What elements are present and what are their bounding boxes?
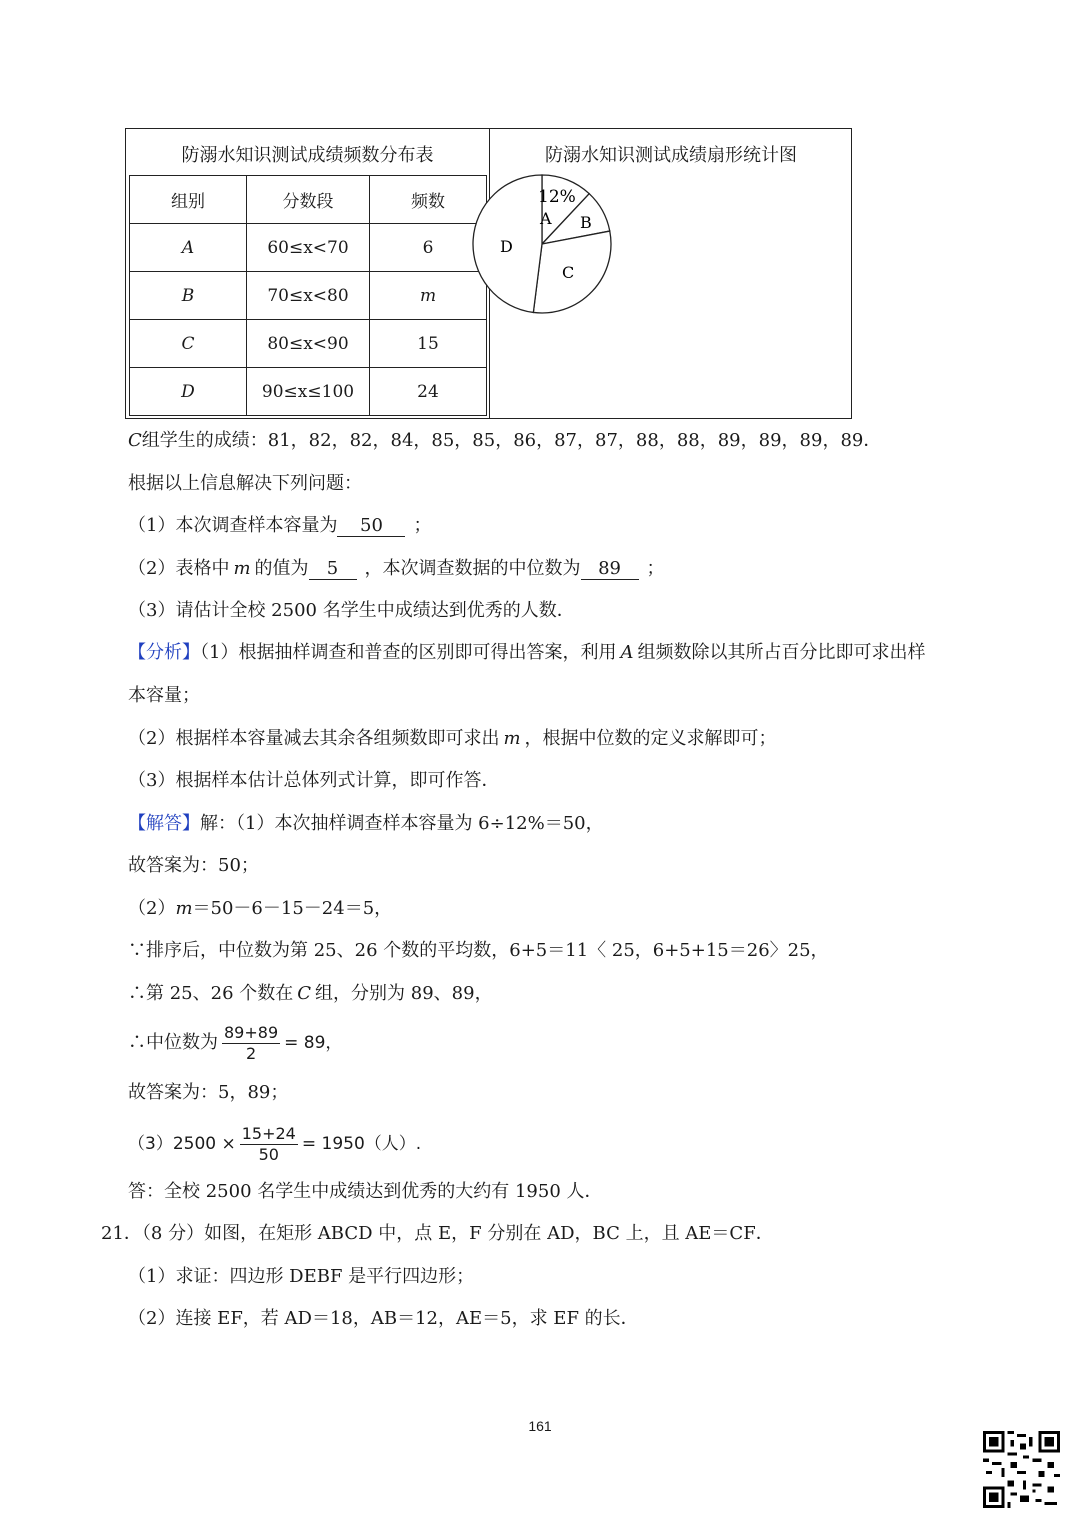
frequency-table: [129, 175, 487, 416]
median-fraction: [222, 1023, 280, 1064]
median-post: = 89，: [284, 1033, 343, 1053]
q2-m: m: [233, 558, 251, 579]
cell-group: A: [130, 224, 247, 272]
answer-line-3: [128, 1122, 421, 1166]
c-scores-values: 组学生的成绩：81，82，82，84，85，85，86，87，87，88，88，89，89，89，89．: [141, 430, 882, 451]
answer-3-denominator: 50: [258, 1144, 279, 1164]
answer-line-2c: [128, 982, 493, 1006]
pie-label-a-pct: 12%: [538, 187, 576, 207]
q1-text: （1）本次调查样本容量为: [128, 515, 338, 536]
answer-3-post: = 1950（人）.: [301, 1134, 422, 1154]
answer-3-pre: （3）2500 ×: [128, 1134, 236, 1154]
header-range: 分数段: [247, 176, 370, 224]
cell-group: D: [130, 368, 247, 416]
median-numerator: 89+89: [224, 1022, 279, 1042]
answer-3-numerator: 15+24: [241, 1123, 296, 1143]
analysis-2b: ，根据中位数的定义求解即可；: [524, 728, 777, 749]
q1-answer: 50: [337, 516, 405, 537]
q2-mid1: 的值为: [254, 558, 309, 579]
question-1: [128, 514, 431, 538]
median-line: [128, 1021, 342, 1065]
analysis-tag: 【分析】: [128, 642, 200, 663]
analysis-1a: （1）根据抽样调查和普查的区别即可得出答案，利用: [200, 642, 617, 663]
answer-1: 解：（1）本次抽样调查样本容量为 6÷12%＝50，: [200, 813, 604, 834]
cell-freq: m: [370, 272, 487, 320]
analysis-line-2: [128, 727, 777, 751]
pie-chart: [470, 172, 615, 317]
analysis-line-3: （3）根据样本估计总体列式计算，即可作答．: [128, 770, 500, 791]
cell-freq: 24: [370, 368, 487, 416]
analysis-2a: （2）根据样本容量减去其余各组频数即可求出: [128, 728, 500, 749]
answer-line-2b: ∵排序后，中位数为第 25、26 个数的平均数，6+5＝11〈 25，6+5+15＝26〉25，: [128, 940, 829, 961]
question-3: （3）请估计全校 2500 名学生中成绩达到优秀的人数．: [128, 600, 575, 621]
analysis-line-1: [128, 641, 925, 665]
answer-line-2: [128, 897, 392, 921]
q2-text: （2）表格中: [128, 558, 230, 579]
analysis-line-1c: 本容量；: [128, 685, 200, 706]
cell-range: 60≤x<70: [247, 224, 370, 272]
c-scores-line: [128, 429, 881, 453]
table-row: [130, 272, 487, 320]
analysis-2-m: m: [503, 728, 521, 749]
answer-3-fraction: [240, 1124, 298, 1165]
answer-line-1: [128, 812, 604, 836]
pie-label-d: D: [500, 237, 513, 256]
answer-2c-post: 组，分别为 89、89，: [315, 983, 493, 1004]
answer-line-3b: 答：全校 2500 名学生中成绩达到优秀的大约有 1950 人．: [128, 1181, 603, 1202]
header-freq: 频数: [370, 176, 487, 224]
table-row: [130, 224, 487, 272]
cell-group: B: [130, 272, 247, 320]
median-denominator: 2: [245, 1043, 257, 1063]
table-header-row: [130, 176, 487, 224]
answer-2: ＝50－6－15－24＝5，: [192, 898, 393, 919]
table-title: 防溺水知识测试成绩频数分布表: [181, 145, 434, 166]
q1-post: ；: [413, 515, 432, 536]
answer-2-pre: （2）: [128, 898, 176, 919]
pie-chart-title: 防溺水知识测试成绩扇形统计图: [545, 145, 797, 166]
analysis-1b: 组频数除以其所占百分比即可求出样: [637, 642, 926, 663]
table-row: [130, 320, 487, 368]
q2-answer-1: 5: [309, 559, 357, 580]
cell-range: 70≤x<80: [247, 272, 370, 320]
cell-freq: 6: [370, 224, 487, 272]
pie-label-a: A: [540, 209, 552, 228]
q2-answer-2: 89: [581, 559, 639, 580]
answer-2-m: m: [175, 898, 193, 919]
cell-range: 90≤x≤100: [247, 368, 370, 416]
q21-text: （8 分）如图，在矩形 ABCD 中，点 E，F 分别在 AD，BC 上，且 AE＝CF．: [141, 1223, 774, 1244]
q2-mid2: ，本次调查数据的中位数为: [364, 558, 581, 579]
page-number: 161: [528, 1418, 552, 1434]
header-group: 组别: [130, 176, 247, 224]
question-21-1: （1）求证：四边形 DEBF 是平行四边形；: [128, 1266, 475, 1287]
question-2: [128, 557, 665, 581]
c-scores-group: C: [128, 430, 142, 451]
analysis-1-a: A: [620, 642, 634, 663]
qr-code-icon: [983, 1431, 1060, 1508]
answer-2c-pre: ∴第 25、26 个数在: [128, 983, 294, 1004]
table-row: [130, 368, 487, 416]
answer-line-1b: 故答案为：50；: [128, 855, 259, 876]
intro-line: 根据以上信息解决下列问题：: [128, 473, 362, 494]
pie-label-c: C: [562, 263, 575, 282]
cell-group: C: [130, 320, 247, 368]
median-pre: ∴中位数为: [128, 1032, 218, 1053]
answer-tag: 【解答】: [128, 813, 200, 834]
pie-label-b: B: [580, 213, 592, 232]
question-21: [101, 1222, 774, 1246]
answer-line-2e: 故答案为：5，89；: [128, 1082, 289, 1103]
q2-post: ；: [646, 558, 665, 579]
answer-2c-c: C: [297, 983, 312, 1004]
question-21-2: （2）连接 EF，若 AD＝18，AB＝12，AE＝5，求 EF 的长．: [128, 1308, 639, 1329]
cell-freq: 15: [370, 320, 487, 368]
cell-range: 80≤x<90: [247, 320, 370, 368]
q21-number: 21．: [101, 1223, 142, 1244]
